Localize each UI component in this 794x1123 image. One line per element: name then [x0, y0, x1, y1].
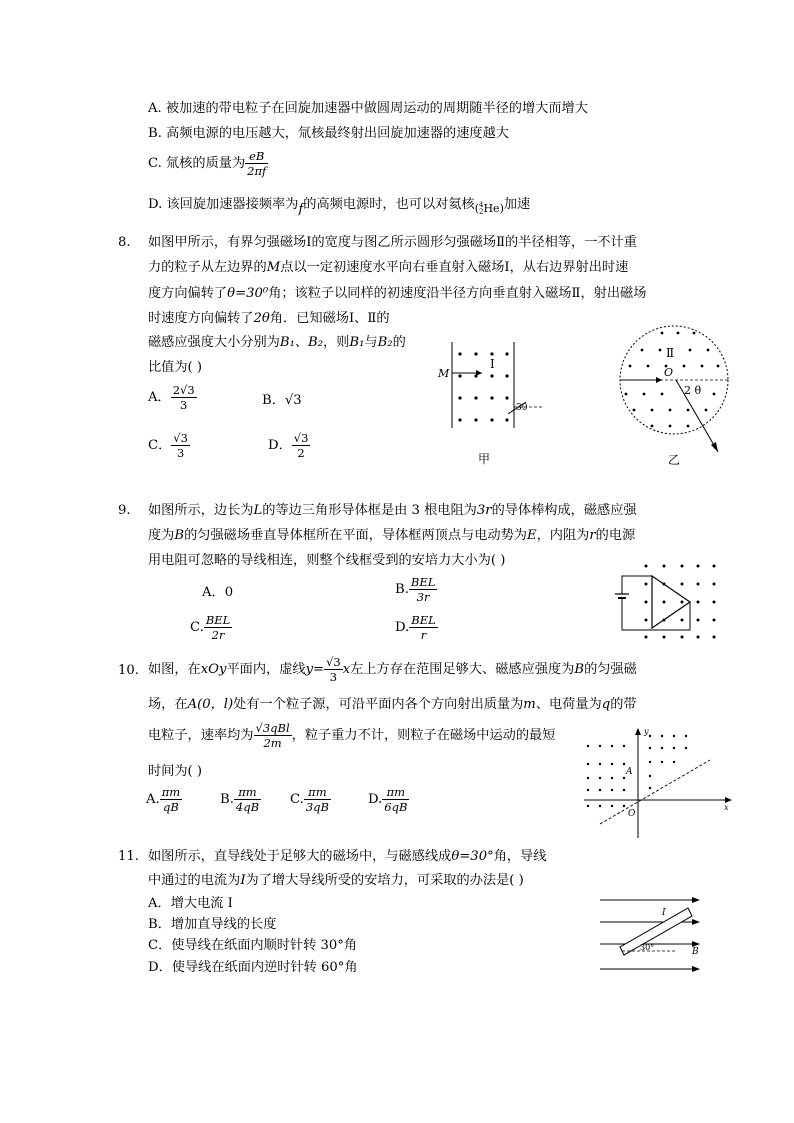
q9-option-d: D. $\frac{\text{BEL}}{r}$	[395, 613, 436, 643]
q11-option-b: B．增加直导线的长度	[148, 917, 277, 932]
region-i-label: I	[490, 357, 495, 371]
q8-option-d: D． $\frac{√3}{2}$	[268, 431, 309, 461]
q11-number: 11.	[118, 849, 139, 864]
q8-option-c: C． $\frac{√3}{3}$	[148, 431, 188, 461]
field-b-label: B	[692, 947, 699, 957]
q7-option-a: A. 被加速的带电粒子在回旋加速器中做圆周运动的周期随半径的增大而增大	[148, 101, 588, 116]
q9-option-b: B. $\frac{\text{BEL}}{3r}$	[395, 575, 436, 605]
region-ii-label: Ⅱ	[666, 346, 675, 360]
q8-option-a: A． $\frac{2√3}{3}$	[148, 383, 195, 413]
q9-option-c: C. $\frac{\text{BEL}}{2r}$	[190, 613, 231, 643]
q10-line-2: 场，在A(0，l)处有一个粒子源，可沿平面内各个方向射出质量为m、电荷量为q的带	[148, 697, 637, 712]
angle-label: 30°	[640, 943, 655, 952]
q8-figure-yi	[618, 324, 733, 469]
q10-line-1: 如图，在xOy平面内，虚线y= $\frac{√3}{3}$ x左上方存在范围足够大、磁感应强度为B的匀强磁	[148, 655, 637, 685]
q7-c-fraction: $\frac{eB}{2\pi f}$	[247, 149, 267, 179]
q9-line-1: 如图所示，边长为L的等边三角形导体框是由 3 根电阻为3r的导体棒构成，磁感应强	[148, 503, 637, 518]
q10-figure	[580, 726, 740, 844]
center-o-label: O	[664, 366, 674, 379]
helium-nucleus: ( 4 2 He)	[474, 201, 504, 216]
q10-option-c: C. $\frac{\pi m}{3qB}$	[290, 785, 329, 815]
point-a-label: A	[626, 767, 633, 777]
q8-line-4: 时速度方向偏转了2θ角．已知磁场Ⅰ、Ⅱ的	[148, 311, 390, 326]
figure-yi-caption: 乙	[668, 453, 681, 467]
q9-figure	[608, 560, 728, 642]
q9-line-3: 用电阻可忽略的导线相连，则整个线框受到的安培力大小为( )	[148, 553, 506, 568]
q7-option-b: B. 高频电源的电压越大，氚核最终射出回旋加速器的速度越大	[148, 126, 509, 141]
q8-option-b: B．√3	[262, 393, 302, 408]
q11-line-1: 如图所示，直导线处于足够大的磁场中，与磁感线成θ=30°角，导线	[148, 849, 547, 864]
figure-jia-caption: 甲	[478, 452, 491, 466]
angle-2theta-label: 2 θ	[684, 384, 702, 397]
origin-label: O	[628, 809, 636, 819]
q10-option-b: B. $\frac{\pi m}{4qB}$	[220, 785, 260, 815]
straight-wire	[620, 908, 692, 955]
boundary-line	[600, 760, 710, 824]
q7-option-c: C. 氚核的质量为 $\frac{eB}{2\pi f}$	[148, 149, 267, 179]
q11-figure	[596, 892, 708, 982]
q8-line-5: 磁感应强度大小分别为B₁、B₂，则B₁与B₂的	[148, 335, 406, 350]
q9-number: 9.	[118, 503, 131, 518]
theta-label: 30	[516, 403, 528, 413]
q7-option-d: D. 该回旋加速器接频率为f的高频电源时，也可以对氦核$_{( 4 2 He)}$加速	[148, 197, 531, 217]
q8-number: 8.	[118, 235, 131, 250]
q8-figure-jia	[430, 340, 550, 470]
q8-line-2: 力的粒子从左边界的M点以一定初速度水平向右垂直射入磁场Ⅰ，从右边界射出时速	[148, 260, 629, 275]
triangle-frame	[652, 576, 690, 628]
q11-option-d: D．使导线在纸面内逆时针转 60°角	[148, 960, 358, 975]
q10-number: 10.	[118, 663, 139, 678]
q8-line-1: 如图甲所示，有界匀强磁场Ⅰ的宽度与图乙所示圆形匀强磁场Ⅱ的半径相等，一不计重	[148, 235, 637, 250]
q10-option-a: A. $\frac{\pi m}{qB}$	[146, 785, 181, 815]
q11-line-2: 中通过的电流为I为了增大导线所受的安培力，可采取的办法是( )	[148, 873, 524, 888]
q10-option-d: D. $\frac{\pi m}{6qB}$	[368, 785, 408, 815]
x-axis-label: x	[724, 803, 729, 812]
field-dots-q9	[645, 565, 716, 639]
field-dots-q10	[587, 735, 687, 807]
current-label: I	[662, 908, 666, 918]
q10-line-4: 时间为( )	[148, 764, 203, 779]
y-axis-label: y	[644, 727, 649, 736]
q11-option-c: C．使导线在纸面内顺时针转 30°角	[148, 938, 358, 953]
q8-line-6: 比值为( )	[148, 360, 203, 375]
q8-line-3: 度方向偏转了θ=30⁰角；该粒子以同样的初速度沿半径方向垂直射入磁场Ⅱ，射出磁场	[148, 286, 647, 301]
q10-line-3: 电粒子，速率均为 $\frac{\text{√3qBl}}{2m}$ ，粒子重力不计，则粒子在磁场中运动的最短	[148, 721, 556, 751]
point-m-label: M	[438, 367, 450, 380]
q9-line-2: 度为B的匀强磁场垂直导体框所在平面，导体框两顶点与电动势为E，内阻为r的电源	[148, 528, 636, 543]
field-dots-jia	[458, 352, 508, 421]
q9-option-a: A．0	[202, 585, 234, 600]
q11-option-a: A．增大电流 I	[148, 896, 233, 911]
